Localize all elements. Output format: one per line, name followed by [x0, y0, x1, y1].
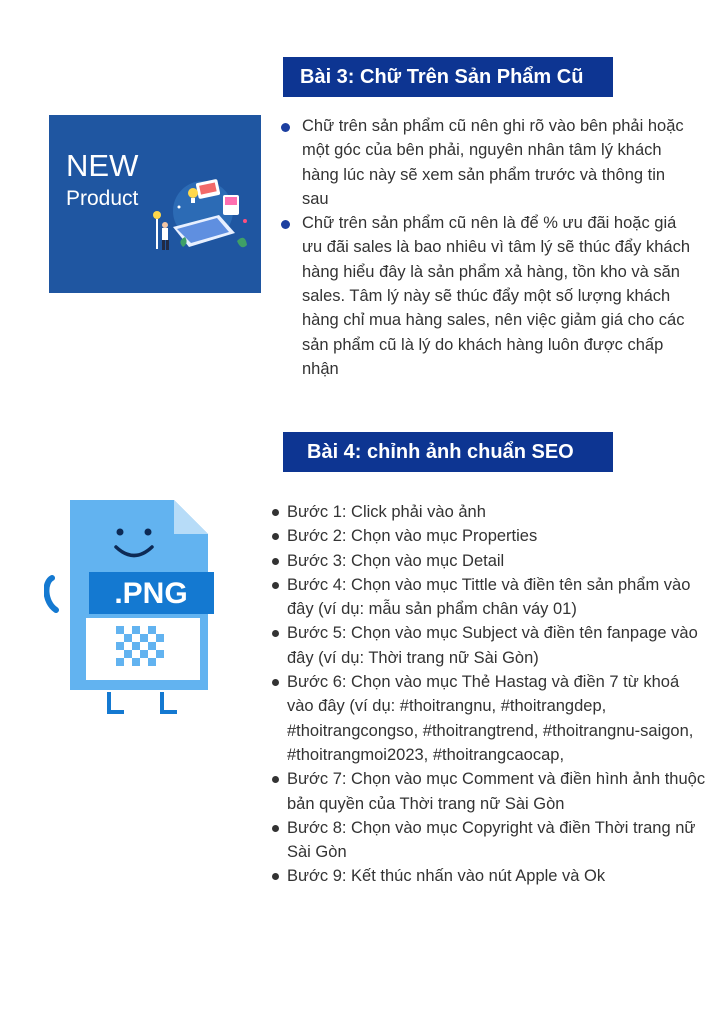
section-3-list — [302, 114, 692, 381]
section-3-heading: Bài 3: Chữ Trên Sản Phẩm Cũ — [283, 57, 613, 97]
list-item: Bước 1: Click phải vào ảnh — [287, 500, 707, 524]
list-item: Bước 4: Chọn vào mục Tittle và điền tên sản phẩm vào đây (ví dụ: mẫu sản phẩm chân váy 01) — [287, 573, 707, 622]
list-item: Bước 3: Chọn vào mục Detail — [287, 549, 707, 573]
png-label: .PNG — [114, 577, 188, 610]
new-product-image — [49, 115, 261, 293]
section-4-heading: Bài 4: chỉnh ảnh chuẩn SEO — [283, 432, 613, 472]
list-item: Chữ trên sản phẩm cũ nên ghi rõ vào bên phải hoặc một góc của bên phải, nguyên nhân tâm lý khách hàng lúc này sẽ xem sản phẩm trước và thông tin sau — [302, 114, 692, 211]
section-4-steps — [287, 500, 707, 889]
png-file-icon — [44, 500, 229, 720]
list-item: Bước 6: Chọn vào mục Thẻ Hastag và điền 7 từ khoá vào đây (ví dụ: #thoitrangnu, #thoitrangdep, #thoitrangcongso, #thoitrangtrend, #thoitrangnu-saigon, #thoitrangmoi2023, #thoitrangcaocap, — [287, 670, 707, 767]
list-item: Bước 7: Chọn vào mục Comment và điền hình ảnh thuộc bản quyền của Thời trang nữ Sài Gòn — [287, 767, 707, 816]
new-product-subtitle: Product — [66, 187, 139, 210]
list-item: Chữ trên sản phẩm cũ nên là để % ưu đãi hoặc giá ưu đãi sales là bao nhiêu vì tâm lý sẽ thúc đẩy khách hàng hiểu đây là sản phẩm xả hàng, tồn kho và săn sales. Tâm lý này sẽ thúc đẩy một số lượng khách hàng chỉ mua hàng sales, nên việc giảm giá cho các sản phẩm cũ là lý do khách hàng luôn được chấp nhận — [302, 211, 692, 381]
list-item: Bước 9: Kết thúc nhấn vào nút Apple và Ok — [287, 864, 707, 888]
list-item: Bước 5: Chọn vào mục Subject và điền tên fanpage vào đây (ví dụ: Thời trang nữ Sài Gòn) — [287, 621, 707, 670]
new-product-title: NEW — [66, 148, 139, 183]
shopping-illustration-icon — [153, 171, 253, 257]
list-item: Bước 8: Chọn vào mục Copyright và điền Thời trang nữ Sài Gòn — [287, 816, 707, 865]
list-item: Bước 2: Chọn vào mục Properties — [287, 524, 707, 548]
